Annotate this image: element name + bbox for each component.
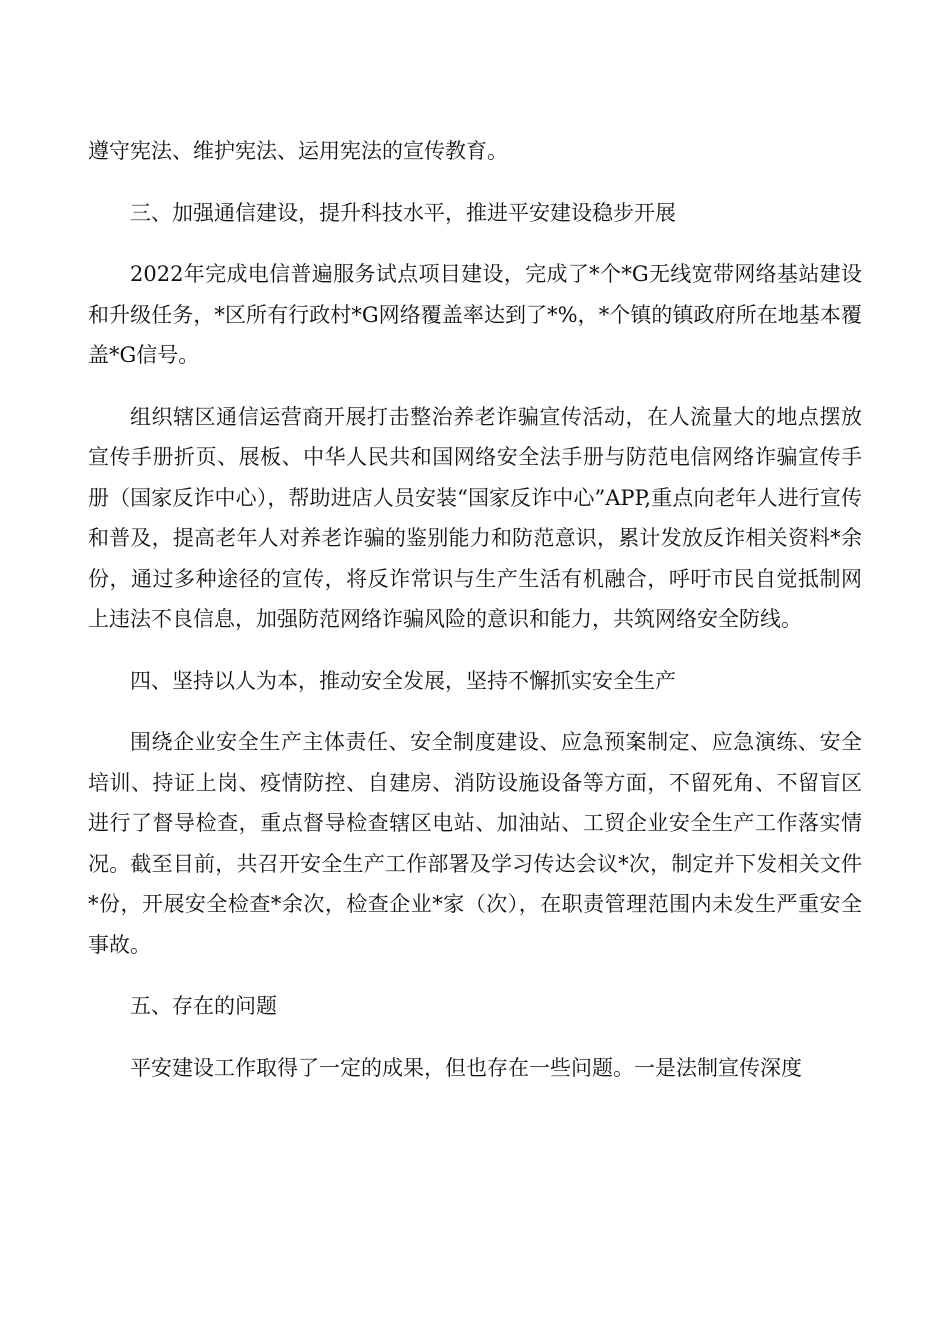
paragraph-safety-production: 围绕企业安全生产主体责任、安全制度建设、应急预案制定、应急演练、安全培训、持证上岗、疫情防控、自建房、消防设施设备等方面，不留死角、不留盲区进行了督导检查，重点督导检查辖区电站、加油站、工贸企业安全生产工作落实情况。截至目前，共召开安全生产工作部署及学习传达会议*次，制定并下发相关文件*份，开展安全检查*余次，检查企业*家（次），在职责管理范围内未发生严重安全事故。 bbox=[88, 730, 862, 957]
paragraph-problems: 平安建设工作取得了一定的成果，但也存在一些问题。一是法制宣传深度 bbox=[130, 1055, 802, 1080]
section-heading-4: 四、坚持以人为本，推动安全发展，坚持不懈抓实安全生产 bbox=[130, 668, 676, 693]
section-heading-5: 五、存在的问题 bbox=[130, 994, 277, 1018]
document-body bbox=[88, 131, 862, 1109]
paragraph-continued: 遵守宪法、维护宪法、运用宪法的宣传教育。 bbox=[88, 139, 508, 163]
paragraph-telecom-construction: 2022年完成电信普遍服务试点项目建设，完成了*个*G无线宽带网络基站建设和升级任务，*区所有行政村*G网络覆盖率达到了*%，*个镇的镇政府所在地基本覆盖*G信号。 bbox=[88, 262, 862, 367]
paragraph-anti-fraud-campaign: 组织辖区通信运营商开展打击整治养老诈骗宣传活动，在人流量大的地点摆放宣传手册折页、展板、中华人民共和国网络安全法手册与防范电信网络诈骗宣传手册（国家反诈中心），帮助进店人员安装“国家反诈中心”APP,重点向老年人进行宣传和普及，提高老年人对养老诈骗的鉴别能力和防范意识，累计发放反诈相关资料*余份，通过多种途径的宣传，将反诈常识与生产生活有机融合，呼吁市民自觉抵制网上违法不良信息，加强防范网络诈骗风险的意识和能力，共筑网络安全防线。 bbox=[88, 404, 862, 631]
section-heading-3: 三、加强通信建设，提升科技水平，推进平安建设稳步开展 bbox=[130, 200, 676, 225]
